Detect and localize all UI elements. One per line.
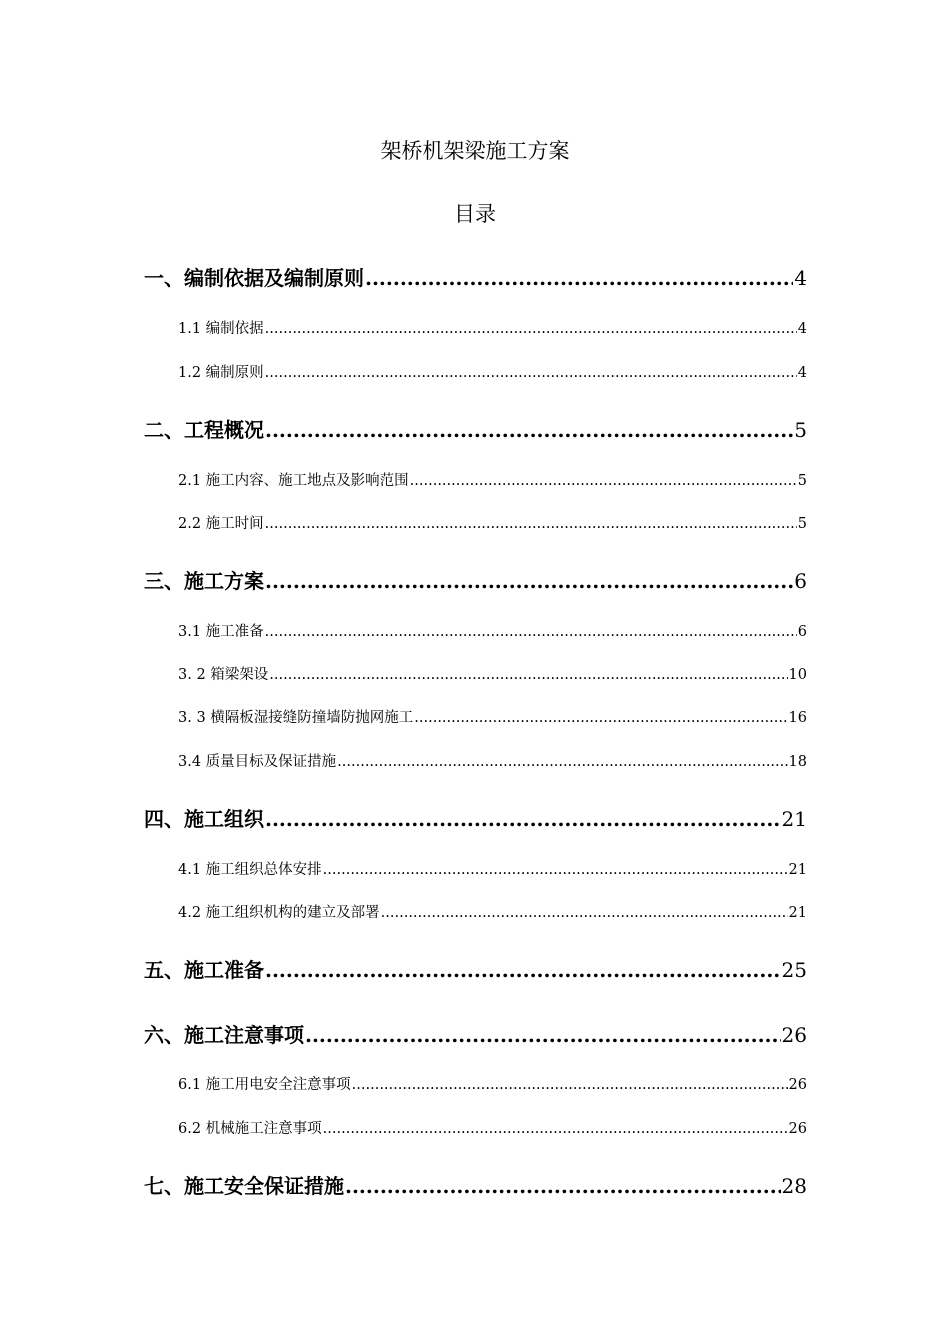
toc-leader-dots	[265, 363, 797, 383]
toc-entry-label: 3.4 质量目标及保证措施	[178, 754, 337, 770]
toc-entry-page: 16	[788, 710, 807, 726]
toc-entry-label: 2.2 施工时间	[178, 516, 264, 532]
toc-leader-dots	[345, 1172, 781, 1200]
toc-entry-label: 五、施工准备	[144, 958, 264, 982]
toc-entry-label: 4.1 施工组织总体安排	[178, 862, 322, 878]
toc-leader-dots	[381, 903, 788, 923]
toc-entry-4-2[interactable]	[178, 903, 807, 923]
toc-entry-5[interactable]	[144, 956, 807, 984]
toc-leader-dots	[323, 860, 788, 880]
toc-entry-2-2[interactable]	[178, 514, 807, 534]
toc-entry-3-2[interactable]	[178, 665, 807, 685]
toc-entry-label: 四、施工组织	[144, 807, 264, 831]
toc-entry-label: 1.2 编制原则	[178, 365, 264, 381]
toc-leader-dots	[265, 319, 797, 339]
toc-entry-label: 六、施工注意事项	[144, 1023, 304, 1047]
toc-entry-page: 6	[797, 624, 807, 640]
toc-entry-3-3[interactable]	[178, 708, 807, 728]
toc-entry-label: 三、施工方案	[144, 569, 264, 593]
toc-entry-page: 21	[788, 862, 807, 878]
toc-entry-6-2[interactable]	[178, 1119, 807, 1139]
toc-entry-6[interactable]	[144, 1021, 807, 1049]
toc-leader-dots	[269, 665, 787, 685]
toc-entry-2[interactable]	[144, 416, 807, 444]
toc-entry-2-1[interactable]	[178, 471, 807, 491]
toc-entry-label: 3.1 施工准备	[178, 624, 264, 640]
toc-leader-dots	[265, 956, 781, 984]
toc-entry-label: 3. 2 箱梁架设	[178, 667, 269, 683]
toc-entry-page: 4	[797, 321, 807, 337]
toc-entry-page: 5	[797, 473, 807, 489]
toc-leader-dots	[265, 567, 793, 595]
toc-entry-page: 21	[788, 905, 807, 921]
toc-entry-page: 4	[797, 365, 807, 381]
toc-leader-dots	[410, 471, 797, 491]
toc-entry-label: 6.2 机械施工注意事项	[178, 1121, 322, 1137]
toc-leader-dots	[414, 708, 787, 728]
toc-entry-3-1[interactable]	[178, 622, 807, 642]
toc-entry-7[interactable]	[144, 1172, 807, 1200]
toc-heading: 目录	[454, 202, 496, 226]
toc-entry-page: 25	[781, 958, 807, 982]
toc-leader-dots	[265, 416, 793, 444]
toc-entry-page: 5	[797, 516, 807, 532]
toc-entry-label: 1.1 编制依据	[178, 321, 264, 337]
toc-entry-3-4[interactable]	[178, 752, 807, 772]
document-title: 架桥机架梁施工方案	[380, 139, 570, 163]
toc-leader-dots	[265, 622, 797, 642]
toc-leader-dots	[265, 514, 797, 534]
toc-entry-page: 28	[781, 1174, 807, 1198]
toc-entry-page: 10	[788, 667, 807, 683]
toc-entry-label: 2.1 施工内容、施工地点及影响范围	[178, 473, 409, 489]
toc-leader-dots	[323, 1119, 788, 1139]
toc-entry-page: 5	[794, 418, 807, 442]
toc-entry-page: 4	[794, 266, 807, 290]
toc-entry-4-1[interactable]	[178, 860, 807, 880]
toc-entry-label: 二、工程概况	[144, 418, 264, 442]
toc-leader-dots	[337, 752, 787, 772]
toc-entry-page: 6	[794, 569, 807, 593]
toc-entry-label: 一、编制依据及编制原则	[144, 266, 364, 290]
toc-entry-6-1[interactable]	[178, 1075, 807, 1095]
toc-entry-page: 26	[788, 1121, 807, 1137]
toc-leader-dots	[352, 1075, 788, 1095]
toc-entry-label: 6.1 施工用电安全注意事项	[178, 1077, 351, 1093]
toc-entry-label: 3. 3 横隔板湿接缝防撞墙防抛网施工	[178, 710, 414, 726]
toc-entry-page: 18	[788, 754, 807, 770]
toc-entry-page: 21	[781, 807, 807, 831]
toc-entry-1-1[interactable]	[178, 319, 807, 339]
toc-entry-3[interactable]	[144, 567, 807, 595]
toc-entry-label: 七、施工安全保证措施	[144, 1174, 344, 1198]
toc-entry-page: 26	[788, 1077, 807, 1093]
toc-leader-dots	[305, 1021, 781, 1049]
toc-leader-dots	[365, 264, 793, 292]
toc-entry-label: 4.2 施工组织机构的建立及部署	[178, 905, 380, 921]
toc-entry-4[interactable]	[144, 805, 807, 833]
toc-entry-1[interactable]	[144, 264, 807, 292]
toc-entry-page: 26	[781, 1023, 807, 1047]
toc-entry-1-2[interactable]	[178, 363, 807, 383]
toc-leader-dots	[265, 805, 781, 833]
